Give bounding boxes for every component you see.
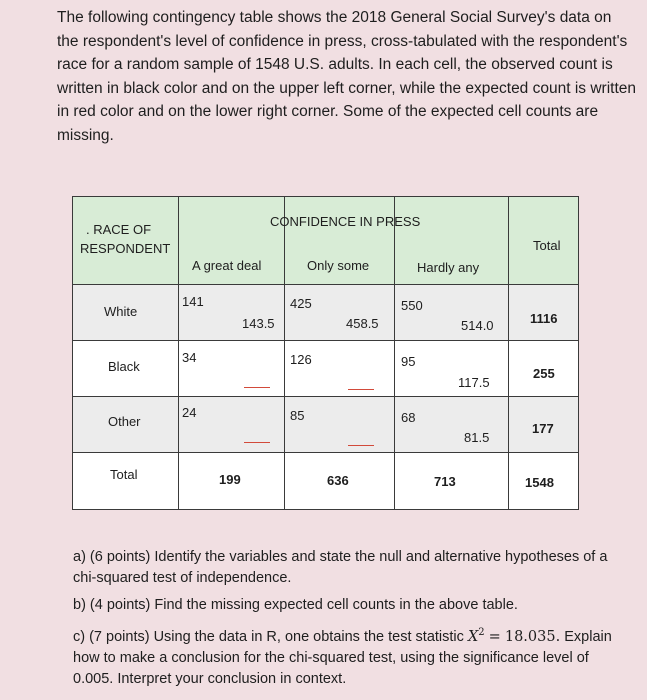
row-total: 255 [533, 366, 555, 381]
missing-expected-blank [348, 389, 374, 390]
row-band-other [72, 396, 579, 452]
observed-count: 126 [290, 352, 312, 367]
column-header-great-deal: A great deal [192, 258, 262, 273]
column-total: 713 [434, 474, 456, 489]
grid-line [72, 284, 579, 285]
grid-line [394, 196, 395, 510]
expected-count: 117.5 [458, 375, 490, 390]
row-label-total: Total [110, 467, 138, 482]
observed-count: 141 [182, 294, 204, 309]
grid-line [178, 196, 179, 510]
grid-line [578, 196, 579, 510]
row-label-black: Black [108, 359, 140, 374]
grid-line [72, 196, 579, 197]
row-band-white [72, 284, 579, 340]
row-label-other: Other [108, 414, 141, 429]
observed-count: 550 [401, 298, 423, 313]
column-header-only-some: Only some [307, 258, 370, 273]
question-c-suffix: Explain how to make a conclusion for the chi-squared test, using the significance level of 0.005. Interpret your conclusion in context. [73, 628, 612, 687]
row-total: 1116 [530, 311, 558, 326]
chi-square-exponent: 2 [478, 627, 485, 638]
missing-expected-blank [348, 445, 374, 446]
race-header-line2: RESPONDENT [80, 241, 171, 256]
expected-count: 514.0 [461, 318, 494, 333]
grid-line [72, 340, 579, 341]
observed-count: 85 [290, 408, 305, 423]
grid-line [72, 509, 579, 510]
question-c-prefix: c) (7 points) Using the data in R, one obtains the test statistic [73, 628, 464, 645]
question-b: b) (4 points) Find the missing expected cell counts in the above table. [73, 597, 518, 613]
question-c [73, 622, 633, 690]
column-header-hardly-any: Hardly any [417, 260, 480, 275]
missing-expected-blank [244, 387, 270, 388]
grid-line [72, 196, 73, 510]
race-header-line1: . RACE OF [86, 222, 152, 237]
expected-count: 81.5 [464, 430, 490, 445]
grid-line [72, 396, 579, 397]
grid-line [72, 452, 579, 453]
total-header: Total [533, 238, 561, 253]
contingency-table [72, 196, 579, 510]
grand-total: 1548 [525, 475, 554, 490]
missing-expected-blank [244, 442, 270, 443]
confidence-header: CONFIDENCE IN PRESS [270, 214, 421, 229]
column-total: 636 [327, 473, 349, 488]
column-total: 199 [219, 472, 241, 487]
row-total: 177 [532, 421, 554, 436]
test-statistic-value: 18.035. [504, 628, 561, 645]
observed-count: 24 [182, 405, 197, 420]
row-label-white: White [104, 304, 138, 319]
chi-square-symbol: X [467, 628, 479, 645]
questions [73, 547, 633, 690]
equals-sign: = [488, 628, 501, 645]
problem-intro: The following contingency table shows the 2018 General Social Survey's data on the respondent's level of confidence in press, cross-tabulated with the respondent's race for a random sample of 1548 U.S. adults. In each cell, the observed count is written in black color and on the upper left corner, while the expected count is written in red color and on the lower right corner. Some of the expected cell counts are missing. [57, 9, 636, 144]
grid-line [284, 196, 285, 510]
expected-count: 458.5 [346, 316, 379, 331]
observed-count: 68 [401, 410, 416, 425]
observed-count: 425 [290, 296, 312, 311]
observed-count: 34 [182, 350, 197, 365]
expected-count: 143.5 [242, 316, 275, 331]
observed-count: 95 [401, 354, 416, 369]
grid-line [508, 196, 509, 510]
question-a: a) (6 points) Identify the variables and state the null and alternative hypotheses of a chi-squared test of independence. [73, 549, 608, 586]
